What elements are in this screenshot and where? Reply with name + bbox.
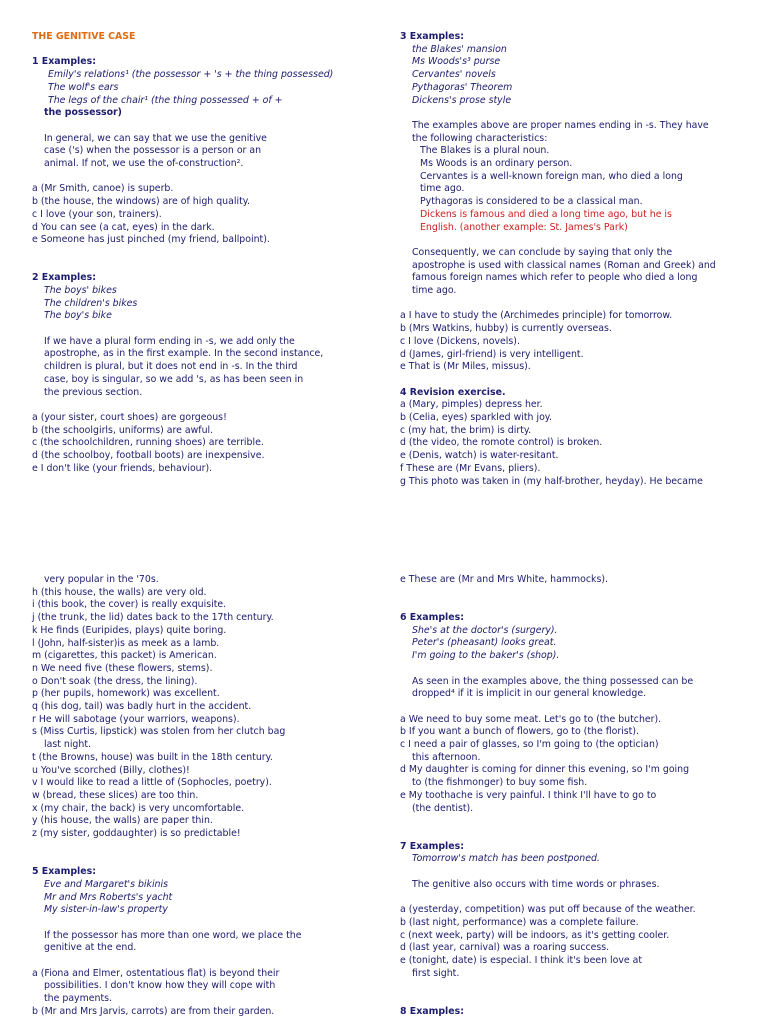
text-line: time ago. — [420, 183, 465, 195]
text-line: l (John, half-sister)is as meek as a lamb. — [32, 637, 220, 649]
text-line: apostrophe, as in the first example. In the second instance, — [44, 348, 324, 360]
text-line: The wolf's ears — [48, 81, 119, 93]
blank-line — [400, 663, 745, 676]
text-line: children is plural, but it does not end in -s. In the third — [44, 361, 298, 373]
text-line: r He will sabotage (your warriors, weapons). — [32, 713, 240, 725]
text-line: Consequently, we can conclude by saying that only the — [412, 246, 673, 258]
blank-line — [400, 374, 745, 387]
blank-line — [400, 234, 745, 247]
text-line: In general, we can say that we use the genitive — [44, 132, 267, 144]
text-line: 1 Examples: — [32, 56, 96, 68]
text-line: d (last year, carnival) was a roaring success. — [400, 942, 610, 954]
text-line: c (next week, party) will be indoors, as it's getting cooler. — [400, 929, 670, 941]
blank-line — [400, 599, 745, 612]
blank-line — [400, 891, 745, 904]
blank-line — [400, 980, 745, 993]
text-line: d You can see (a cat, eyes) in the dark. — [32, 221, 215, 233]
blank-line — [32, 260, 377, 273]
blank-line — [32, 841, 377, 854]
text-line: The legs of the chair¹ (the thing possessed + of + — [48, 94, 283, 106]
text-line: a (Fiona and Elmer, ostentatious flat) is beyond their — [32, 967, 280, 979]
text-line: Cervantes' novels — [412, 69, 496, 81]
text-line: The genitive also occurs with time words or phrases. — [412, 878, 660, 890]
text-line: s (Miss Curtis, lipstick) was stolen from her clutch bag — [32, 726, 286, 738]
text-line: j (the trunk, the lid) dates back to the 17th century. — [32, 612, 274, 624]
text-line: My sister-in-law's property — [44, 904, 168, 916]
text-line: 7 Examples: — [400, 840, 464, 852]
text-line: time ago. — [412, 285, 457, 297]
text-line: The boy's bike — [44, 310, 112, 322]
blank-line — [32, 955, 377, 968]
text-line: The Blakes is a plural noun. — [420, 145, 550, 157]
blank-line — [32, 247, 377, 260]
text-line: last night. — [44, 739, 91, 751]
text-line: English. (another example: St. James's Park) — [420, 221, 628, 233]
blank-line — [32, 171, 377, 184]
text-line: the Blakes' mansion — [412, 43, 507, 55]
text-line: a (Mary, pimples) depress her. — [400, 399, 543, 411]
text-line: apostrophe is used with classical names (Roman and Greek) and — [412, 259, 716, 271]
text-line: e (Denis, watch) is water-resitant. — [400, 450, 559, 462]
text-line: e I don't like (your friends, behaviour). — [32, 462, 213, 474]
text-line: z (my sister, goddaughter) is so predictable! — [32, 828, 241, 840]
text-line: f These are (Mr Evans, pliers). — [400, 462, 541, 474]
text-line: first sight. — [412, 967, 460, 979]
text-line: b (Mr and Mrs Jarvis, carrots) are from their garden. — [32, 1005, 275, 1017]
text-line: e That is (Mr Miles, missus). — [400, 361, 531, 373]
text-line: d (the video, the romote control) is broken. — [400, 437, 603, 449]
blank-line — [400, 815, 745, 828]
text-line: the possessor) — [44, 107, 122, 119]
text-line: c (the schoolchildren, running shoes) are terrible. — [32, 437, 264, 449]
text-line: case ('s) when the possessor is a person or an — [44, 145, 262, 157]
text-line: The children's bikes — [44, 297, 138, 309]
text-line: n We need five (these flowers, stems). — [32, 662, 213, 674]
text-line: the payments. — [44, 993, 112, 1005]
text-line: 8 Examples: — [400, 1005, 464, 1017]
text-line: e These are (Mr and Mrs White, hammocks). — [400, 574, 608, 585]
text-line: As seen in the examples above, the thing possessed can be — [412, 675, 694, 687]
text-line: a I have to study the (Archimedes principle) for tomorrow. — [400, 310, 673, 322]
text-line: (the dentist). — [412, 802, 474, 814]
text-line: 5 Examples: — [32, 866, 96, 878]
text-line: 2 Examples: — [32, 272, 96, 284]
text-line: u You've scorched (Billy, clothes)! — [32, 764, 190, 776]
text-line: d (the schoolboy, football boots) are inexpensive. — [32, 450, 265, 462]
text-line: e My toothache is very painful. I think I'll have to go to — [400, 789, 657, 801]
text-line: v I would like to read a little of (Sophocles, poetry). — [32, 777, 272, 789]
text-line: animal. If not, we use the of-construction². — [44, 158, 244, 169]
text-line: a (Mr Smith, canoe) is superb. — [32, 183, 174, 195]
text-line: b (Mrs Watkins, hubby) is currently overseas. — [400, 323, 612, 335]
text-line: c (my hat, the brim) is dirty. — [400, 424, 532, 436]
text-line: m (cigarettes, this packet) is American. — [32, 650, 217, 662]
text-line: o Don't soak (the dress, the lining). — [32, 675, 198, 687]
text-line: g This photo was taken in (my half-brother, heyday). He became — [400, 475, 703, 487]
text-line: e Someone has just pinched (my friend, ballpoint). — [32, 234, 270, 246]
text-line: 4 Revision exercise. — [400, 386, 506, 398]
text-line: If we have a plural form ending in -s, we add only the — [44, 335, 295, 347]
text-line: The examples above are proper names ending in -s. They have — [412, 119, 709, 131]
blank-line — [400, 587, 745, 600]
blank-line — [32, 399, 377, 412]
text-line: I'm going to the baker's (shop). — [412, 650, 560, 662]
text-line: d My daughter is coming for dinner this evening, so I'm going — [400, 764, 690, 776]
text-line: possibilities. I don't know how they will cope with — [44, 980, 276, 992]
text-line: w (bread, these slices) are too thin. — [32, 789, 199, 801]
text-line: case, boy is singular, so we add 's, as has been seen in — [44, 373, 304, 385]
blank-line — [400, 993, 745, 1006]
text-line: She's at the doctor's (surgery). — [412, 624, 558, 636]
text-line: a (yesterday, competition) was put off because of the weather. — [400, 904, 696, 916]
text-line: Dickens is famous and died a long time ago, but he is — [420, 208, 672, 220]
text-line: h (this house, the walls) are very old. — [32, 586, 207, 598]
text-line: b (Celia, eyes) sparkled with joy. — [400, 412, 552, 424]
blank-line — [32, 323, 377, 336]
text-line: a We need to buy some meat. Let's go to (the butcher). — [400, 713, 662, 725]
text-line: Emily's relations¹ (the possessor + 's + the thing possessed) — [48, 69, 334, 81]
text-line: c I love (Dickens, novels). — [400, 335, 520, 347]
text-line: t (the Browns, house) was built in the 18th century. — [32, 751, 273, 763]
column-left-top — [32, 31, 377, 476]
text-line: 3 Examples: — [400, 31, 464, 42]
text-line: b (the house, the windows) are of high quality. — [32, 196, 250, 208]
text-line: Pythagoras is considered to be a classical man. — [420, 196, 643, 208]
text-line: c I need a pair of glasses, so I'm going to (the optician) — [400, 739, 659, 751]
text-line: If the possessor has more than one word, we place the — [44, 929, 302, 941]
text-line: Tomorrow's match has been postponed. — [412, 853, 600, 865]
text-line: Pythagoras' Theorem — [412, 81, 513, 93]
text-line: the previous section. — [44, 386, 143, 398]
text-line: q (his dog, tail) was badly hurt in the accident. — [32, 701, 252, 713]
blank-line — [32, 853, 377, 866]
text-line: famous foreign names which refer to people who died a long — [412, 272, 698, 284]
text-line: The boys' bikes — [44, 284, 117, 296]
text-line: 6 Examples: — [400, 612, 464, 624]
text-line: very popular in the '70s. — [44, 574, 159, 585]
text-line: dropped⁴ if it is implicit in our general knowledge. — [412, 688, 647, 700]
text-line: i (this book, the cover) is really exquisite. — [32, 599, 227, 611]
text-line: p (her pupils, homework) was excellent. — [32, 688, 220, 700]
text-line: a (your sister, court shoes) are gorgeous! — [32, 411, 227, 423]
text-line: the following characteristics: — [412, 132, 548, 144]
text-line: b (the schoolgirls, uniforms) are awful. — [32, 424, 214, 436]
text-line: Ms Woods is an ordinary person. — [420, 158, 573, 170]
blank-line — [400, 298, 745, 311]
text-line: genitive at the end. — [44, 942, 137, 954]
blank-line — [400, 828, 745, 841]
text-line: x (my chair, the back) is very uncomfortable. — [32, 802, 245, 814]
text-line: b (last night, performance) was a complete failure. — [400, 916, 639, 928]
text-line: c I love (your son, trainers). — [32, 208, 162, 220]
text-line: Mr and Mrs Roberts's yacht — [44, 891, 173, 903]
blank-line — [400, 866, 745, 879]
text-line: Eve and Margaret's bikinis — [44, 878, 168, 890]
blank-line — [32, 917, 377, 930]
blank-line — [32, 120, 377, 133]
column-left-bottom — [32, 574, 377, 1019]
text-line: Peter's (pheasant) looks great. — [412, 637, 557, 649]
text-line: k He finds (Euripides, plays) quite boring. — [32, 624, 227, 636]
page-title: THE GENITIVE CASE — [32, 31, 136, 42]
text-line: Dickens's prose style — [412, 94, 512, 106]
text-line: b If you want a bunch of flowers, go to (the florist). — [400, 726, 639, 738]
column-right-bottom — [400, 574, 745, 1018]
text-line: Ms Woods's³ purse — [412, 56, 501, 68]
text-line: this afternoon. — [412, 751, 481, 763]
text-line: e (tonight, date) is especial. I think it's been love at — [400, 954, 643, 966]
column-right-top — [400, 31, 745, 488]
text-line: Cervantes is a well-known foreign man, who died a long — [420, 170, 683, 182]
text-line: d (James, girl-friend) is very intelligent. — [400, 348, 584, 360]
text-line: y (his house, the walls) are paper thin. — [32, 815, 213, 827]
blank-line — [32, 44, 377, 57]
blank-line — [400, 107, 745, 120]
blank-line — [400, 701, 745, 714]
text-line: to (the fishmonger) to buy some fish. — [412, 777, 588, 789]
